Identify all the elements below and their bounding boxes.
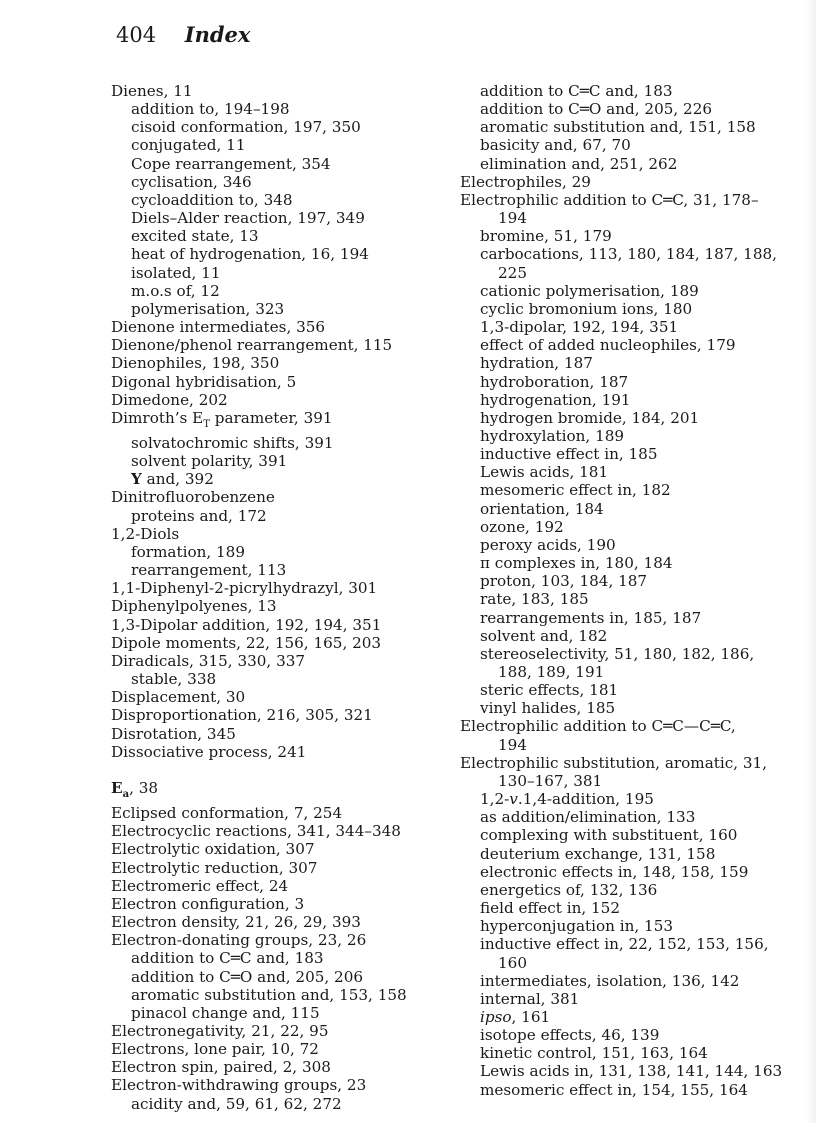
index-subentry: rate, 183, 185 <box>480 590 589 609</box>
index-subentry: aromatic substitution and, 151, 158 <box>480 118 756 137</box>
page-header <box>116 22 250 48</box>
index-subentry: m.o.s of, 12 <box>131 281 220 300</box>
index-subentry: 1,2-v.1,4-addition, 195 <box>480 790 654 809</box>
index-subentry: as addition/elimination, 133 <box>480 808 696 827</box>
index-entry: Electrocyclic reactions, 341, 344–348 <box>111 822 401 841</box>
running-title: Index <box>184 22 251 47</box>
index-entry: Disproportionation, 216, 305, 321 <box>111 706 373 725</box>
index-subentry: Lewis acids, 181 <box>480 463 609 482</box>
index-entry: Dimedone, 202 <box>111 390 228 409</box>
index-subentry: 225 <box>498 263 527 282</box>
index-subentry: elimination and, 251, 262 <box>480 154 678 173</box>
index-subentry: hydroxylation, 189 <box>480 426 625 445</box>
index-entry: Electrophilic addition to C═C, 31, 178– <box>460 190 759 209</box>
index-subentry: solvent and, 182 <box>480 626 608 645</box>
section-gap <box>111 761 456 779</box>
index-entry: Electron-donating groups, 23, 26 <box>111 931 367 950</box>
index-entry: Electronegativity, 21, 22, 95 <box>111 1022 329 1041</box>
index-subentry: field effect in, 152 <box>480 899 621 918</box>
index-entry: Electron-withdrawing groups, 23 <box>111 1076 367 1095</box>
index-subentry: mesomeric effect in, 182 <box>480 481 671 500</box>
index-entry: Electron density, 21, 26, 29, 393 <box>111 913 361 932</box>
index-entry: Dienes, 11 <box>111 82 193 100</box>
index-subentry: Y and, 392 <box>131 470 214 489</box>
index-subentry: solvent polarity, 391 <box>131 452 288 471</box>
index-subentry: mesomeric effect in, 154, 155, 164 <box>480 1080 748 1099</box>
index-subentry: internal, 381 <box>480 989 580 1008</box>
index-subentry: addition to C═O and, 205, 226 <box>480 100 713 119</box>
index-subentry: solvatochromic shifts, 391 <box>131 434 334 452</box>
index-subentry: ozone, 192 <box>480 517 564 536</box>
index-subentry: hydroboration, 187 <box>480 372 629 391</box>
index-subentry: energetics of, 132, 136 <box>480 880 658 899</box>
index-column-left <box>111 82 456 1113</box>
index-subentry: acidity and, 59, 61, 62, 272 <box>131 1094 342 1113</box>
index-subentry: kinetic control, 151, 163, 164 <box>480 1044 708 1063</box>
index-subentry: basicity and, 67, 70 <box>480 136 631 155</box>
page-number: 404 <box>116 23 157 47</box>
index-entry: 1,2-Diols <box>111 524 180 543</box>
index-subentry: deuterium exchange, 131, 158 <box>480 844 716 863</box>
index-subentry: 194 <box>498 735 527 754</box>
index-entry: Diphenylpolyenes, 13 <box>111 597 277 616</box>
index-subentry: addition to, 194–198 <box>131 100 290 119</box>
index-subentry: heat of hydrogenation, 16, 194 <box>131 245 369 264</box>
index-subentry: addition to C═C and, 183 <box>131 949 324 968</box>
index-subentry: effect of added nucleophiles, 179 <box>480 336 736 355</box>
index-entry: Electron spin, paired, 2, 308 <box>111 1058 331 1077</box>
index-subentry: Diels–Alder reaction, 197, 349 <box>131 209 365 228</box>
index-entry: 1,3-Dipolar addition, 192, 194, 351 <box>111 615 382 634</box>
index-entry: Electrophiles, 29 <box>460 172 591 191</box>
index-subentry: π complexes in, 180, 184 <box>480 554 673 573</box>
index-subentry: orientation, 184 <box>480 499 604 518</box>
index-subentry: rearrangement, 113 <box>131 561 287 580</box>
index-subentry: inductive effect in, 22, 152, 153, 156, <box>480 935 769 954</box>
index-subentry: electronic effects in, 148, 158, 159 <box>480 862 749 881</box>
index-column-right <box>460 82 790 1099</box>
index-subentry: formation, 189 <box>131 542 246 561</box>
index-subentry: stable, 338 <box>131 670 217 689</box>
index-entry: Dipole moments, 22, 156, 165, 203 <box>111 633 382 652</box>
index-entry: Electromeric effect, 24 <box>111 876 289 895</box>
index-entry: Dienophiles, 198, 350 <box>111 354 280 373</box>
index-entry: Electrons, lone pair, 10, 72 <box>111 1040 319 1059</box>
index-subentry: excited state, 13 <box>131 227 259 246</box>
index-entry: $E_a$, 38 <box>111 778 159 800</box>
index-entry: Eclipsed conformation, 7, 254 <box>111 804 343 823</box>
index-subentry: cisoid conformation, 197, 350 <box>131 118 361 137</box>
index-entry: Disrotation, 345 <box>111 724 236 743</box>
index-entry: Diradicals, 315, 330, 337 <box>111 651 306 670</box>
index-subentry: bromine, 51, 179 <box>480 227 612 246</box>
index-subentry: inductive effect in, 185 <box>480 445 658 464</box>
index-entry: Electrolytic reduction, 307 <box>111 858 318 877</box>
index-subentry: vinyl halides, 185 <box>480 699 616 718</box>
index-subentry: Cope rearrangement, 354 <box>131 154 331 173</box>
index-entry: Electrophilic addition to C═C—C═C, <box>460 717 736 736</box>
index-subentry: proton, 103, 184, 187 <box>480 572 648 591</box>
index-entry: Dissociative process, 241 <box>111 742 307 761</box>
index-subentry: cycloaddition to, 348 <box>131 190 293 209</box>
index-subentry: intermediates, isolation, 136, 142 <box>480 971 740 990</box>
index-subentry: addition to C═O and, 205, 206 <box>131 967 364 986</box>
index-entry: Digonal hybridisation, 5 <box>111 372 297 391</box>
index-subentry: 130–167, 381 <box>498 771 603 790</box>
index-subentry: peroxy acids, 190 <box>480 535 616 554</box>
index-subentry: rearrangements in, 185, 187 <box>480 608 702 627</box>
index-subentry: cationic polymerisation, 189 <box>480 281 699 300</box>
index-entry: Dienone intermediates, 356 <box>111 318 326 337</box>
index-subentry: carbocations, 113, 180, 184, 187, 188, <box>480 245 777 264</box>
index-entry: Electron configuration, 3 <box>111 894 305 913</box>
index-entry: Dinitrofluorobenzene <box>111 488 275 507</box>
index-subentry: 160 <box>498 953 527 972</box>
index-subentry: proteins and, 172 <box>131 506 267 525</box>
index-subentry: addition to C═C and, 183 <box>480 82 673 100</box>
index-subentry: conjugated, 11 <box>131 136 246 155</box>
index-subentry: 188, 189, 191 <box>498 663 605 681</box>
index-subentry: steric effects, 181 <box>480 681 619 700</box>
index-subentry: 194 <box>498 209 527 228</box>
index-subentry: isolated, 11 <box>131 263 221 282</box>
index-subentry: Lewis acids in, 131, 138, 141, 144, 163 <box>480 1062 783 1081</box>
index-subentry: hydration, 187 <box>480 354 593 373</box>
index-subentry: hydrogenation, 191 <box>480 390 631 409</box>
index-subentry: isotope effects, 46, 139 <box>480 1026 660 1045</box>
index-subentry: cyclisation, 346 <box>131 172 252 191</box>
index-entry: Electrophilic substitution, aromatic, 31, <box>460 753 768 772</box>
index-subentry: complexing with substituent, 160 <box>480 826 738 845</box>
index-subentry: hydrogen bromide, 184, 201 <box>480 408 700 427</box>
index-entry: Dimroth’s $E_T$ parameter, 391 <box>111 408 333 430</box>
index-subentry: aromatic substitution and, 153, 158 <box>131 985 407 1004</box>
index-subentry: stereoselectivity, 51, 180, 182, 186, <box>480 644 755 663</box>
index-subentry: cyclic bromonium ions, 180 <box>480 299 693 318</box>
index-subentry: 1,3-dipolar, 192, 194, 351 <box>480 318 679 337</box>
page-edge-shadow <box>806 0 816 1123</box>
index-subentry: ipso, 161 <box>480 1007 551 1026</box>
index-entry: Displacement, 30 <box>111 688 246 707</box>
index-entry: Dienone/phenol rearrangement, 115 <box>111 336 393 355</box>
index-entry: Electrolytic oxidation, 307 <box>111 840 315 859</box>
index-subentry: hyperconjugation in, 153 <box>480 917 674 936</box>
index-subentry: polymerisation, 323 <box>131 299 285 318</box>
index-subentry: pinacol change and, 115 <box>131 1003 320 1022</box>
index-entry: 1,1-Diphenyl-2-picrylhydrazyl, 301 <box>111 579 378 598</box>
